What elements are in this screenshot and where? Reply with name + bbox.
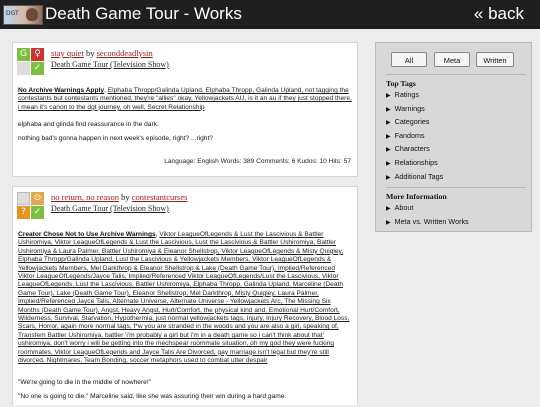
choose-not-to-warn-icon: ? [17, 206, 30, 219]
triangle-right-icon: ▶ [386, 161, 391, 167]
sidebar-item-meta-vs-written[interactable]: ▶ Meta vs. Written Works [386, 217, 469, 226]
author-link[interactable]: seconddeadlysin [96, 48, 153, 58]
triangle-right-icon: ▶ [386, 134, 391, 140]
fandom-link[interactable]: Death Game Tour (Television Show) [51, 204, 169, 213]
tab-written[interactable]: Written [476, 52, 514, 67]
more-information-heading: More Information [386, 192, 447, 201]
work-stats: Language: English Words: 389 Comments: 6 Kudos: 10 Hits: 57 [164, 158, 351, 165]
summary-line: nothing bad's gonna happen in next week's episode, right? ...right? [18, 135, 213, 143]
work-title-link[interactable]: stay quiet [51, 48, 84, 58]
work-heading [51, 48, 153, 58]
sidebar-item-fandoms[interactable]: ▶ Fandoms [386, 131, 425, 140]
sidebar-item-categories[interactable]: ▶ Categories [386, 117, 430, 126]
summary-line: elphaba and glinda find reassurance in the dark. [18, 121, 159, 128]
warning-tag[interactable]: Creator Chose Not to Use Archive Warnings [18, 231, 156, 238]
category-multi-icon: ⊙ [31, 192, 44, 205]
warning-tag[interactable]: No Archive Warnings Apply [18, 87, 105, 94]
work-heading [51, 192, 187, 202]
site-logo[interactable] [3, 5, 43, 25]
sidebar-item-warnings[interactable]: ▶ Warnings [386, 104, 425, 113]
top-bar [0, 0, 540, 29]
summary [18, 379, 352, 407]
back-link[interactable]: « back [473, 4, 524, 23]
rating-not-rated-icon [17, 192, 30, 205]
fandom-line [51, 60, 169, 69]
tab-meta[interactable]: Meta [434, 52, 470, 67]
work-title-link[interactable]: no return, no reason [51, 192, 119, 202]
triangle-right-icon: ▶ [386, 147, 391, 153]
tag-list: No Archive Warnings Apply, Elphaba Thropp/Galinda Upland, Elphaba Thropp, Galinda Upland, not tagging the contestants but contestants mentioned, they're "allies" okay, Yellowjackets AU, is it an au if they just stopped there, i mean it's canon to the dgt journey, oh well, Secret Relationship [18, 87, 352, 111]
summary-line: "We're going to die in the middle of nowhere!" [18, 379, 152, 386]
author-link[interactable]: contestantcurses [131, 192, 188, 202]
triangle-right-icon: ▶ [386, 220, 391, 226]
summary [18, 121, 352, 149]
rating-general-icon [17, 48, 30, 61]
triangle-right-icon: ▶ [386, 107, 391, 113]
sidebar-item-additional-tags[interactable]: ▶ Additional Tags [386, 172, 444, 181]
filter-tabs [382, 52, 527, 67]
tag-list: Creator Chose Not to Use Archive Warnings, Viktor LeagueOfLegends & Lust the Lascivious & Battler Ushiromiya, Viktor LeagueOfLegends & Lust the Lascivious, Lust the Lascivious & Battler Ushiromiya, Battler Ushiromiya & Laura Palmer, Battler Ushiromiya & Eleanor Shellstrop, Viktor LeagueOfLegends & Misty Quigley, Elphaba Thropp/Galinda Upland, Lust the Lascivious & Yellowjackets Members, Viktor LeagueOfLegends & Yellowjackets Members, Mel Darkthrop & Eleanor Shellstrop & Lake (Death Game Tour), Implied/Referenced Viktor LeagueOfLegends/Jayce Talis, Implied/Referenced Viktor LeagueOfLegends/Lust the Lascivious, Viktor LeagueOfLegends, Lust the Lascivious, Battler Ushiromiya, Elphaba Thropp, Galinda Upland, Marceline (Death Game Tour), Lake (Death Game Tour), Eleanor Shellstrop, Mel Darkthrop, Misty Quigley, Laura Palmer, Implied/Referenced Jayce Talis, Alternate Universe, Alternate Universe - Yellowjackets Arc, The Missing Six Months (Death Game Tour), Angst, Heavy Angst, Hurt/Comfort, the physical kind and, Emotional Hurt/Comfort, Wilderness, Survival, Starvation, Hypothermia, just normal yellowjackets tags, Injury, Injury Recovery, Blood Loss, Scars, Horror, again more normal tags, f*w you are stranded in the woods and you are also a girl, speaking of, Transfem Battler Ushiromiya, battler 'i'm probably a girl but i'm in a death game so i can't think about that' ushiromiya, don't worry i will be getting into the mechspear roommate situation, oh my god they were fucking roommates, Viktor LeagueOfLegends and Jayce Talis Are Divorced, gay marriage isn't legal but they're still divorced, Nightmares, Team Bonding, soccer metaphors used to combat utter despair [18, 231, 350, 365]
category-ff-icon: ♀ [31, 48, 44, 61]
triangle-right-icon: ▶ [386, 175, 391, 181]
sidebar-item-about[interactable]: ▶ About [386, 203, 414, 212]
freeform-tags[interactable]: Elphaba Thropp/Galinda Upland, Elphaba Thropp, Galinda Upland, not tagging the contestants but contestants mentioned, they're "allies" okay, Yellowjackets AU, is it an au if they just stopped there, i mean it's canon to the dgt journey, oh well, Secret Relationship [18, 87, 352, 111]
complete-icon: ✓ [31, 206, 44, 219]
triangle-right-icon: ▶ [386, 206, 391, 212]
no-warnings-icon [17, 62, 30, 75]
divider [386, 187, 526, 188]
sidebar-item-ratings[interactable]: ▶ Ratings [386, 90, 419, 99]
rating-glyph: G [20, 49, 27, 59]
sidebar-item-characters[interactable]: ▶ Characters [386, 144, 430, 153]
page-title: Death Game Tour - Works [45, 4, 242, 23]
divider [386, 74, 526, 75]
sidebar [375, 42, 532, 232]
required-tags[interactable] [17, 192, 44, 219]
freeform-tags[interactable]: Viktor LeagueOfLegends & Lust the Lascivious & Battler Ushiromiya, Viktor LeagueOfLegends & Lust the Lascivious, Lust the Lascivious & Battler Ushiromiya, Battler Ushiromiya & Laura Palmer, Battler Ushiromiya & Eleanor Shellstrop, Viktor LeagueOfLegends & Misty Quigley, Elphaba Thropp/Galinda Upland, Lust the Lascivious & Yellowjackets Members, Viktor LeagueOfLegends & Yellowjackets Members, Mel Darkthrop & Eleanor Shellstrop & Lake (Death Game Tour), Implied/Referenced Viktor LeagueOfLegends/Jayce Talis, Implied/Referenced Viktor LeagueOfLegends/Lust the Lascivious, Viktor LeagueOfLegends, Lust the Lascivious, Battler Ushiromiya, Elphaba Thropp, Galinda Upland, Marceline (Death Game Tour), Lake (Death Game Tour), Eleanor Shellstrop, Mel Darkthrop, Misty Quigley, Laura Palmer, Implied/Referenced Jayce Talis, Alternate Universe, Alternate Universe - Yellowjackets Arc, The Missing Six Months (Death Game Tour), Angst, Heavy Angst, Hurt/Comfort, the physical kind and, Emotional Hurt/Comfort, Wilderness, Survival, Starvation, Hypothermia, just normal yellowjackets tags, Injury, Injury Recovery, Blood Loss, Scars, Horror, again more normal tags, f*w you are stranded in the woods and you are also a girl, speaking of, Transfem Battler Ushiromiya, battler 'i'm probably a girl but i'm in a death game so i can't think about that' ushiromiya, don't worry i will be getting into the mechspear roommate situation, oh my god they were fucking roommates, Viktor LeagueOfLegends and Jayce Talis Are Divorced, gay marriage isn't legal but they're still divorced, Nightmares, Team Bonding, soccer metaphors used to combat utter despair [18, 231, 350, 365]
complete-icon: ✓ [31, 62, 44, 75]
summary-line: "No one is going to die." Marceline said, like she was assuring their win during a hard game. [18, 393, 287, 401]
by-label: by [121, 192, 130, 202]
sidebar-item-relationships[interactable]: ▶ Relationships [386, 158, 438, 167]
triangle-right-icon: ▶ [386, 120, 391, 126]
required-tags[interactable] [17, 48, 44, 75]
fandom-link[interactable]: Death Game Tour (Television Show) [51, 60, 169, 69]
work-blurb [12, 42, 358, 177]
top-tags-heading: Top Tags [386, 79, 416, 88]
triangle-right-icon: ▶ [386, 93, 391, 99]
logo-avatar-icon [26, 8, 38, 21]
fandom-line [51, 204, 169, 213]
logo-text: DGT [6, 10, 19, 17]
work-blurb [12, 186, 358, 405]
by-label: by [85, 48, 95, 58]
tab-all[interactable]: All [391, 52, 427, 67]
